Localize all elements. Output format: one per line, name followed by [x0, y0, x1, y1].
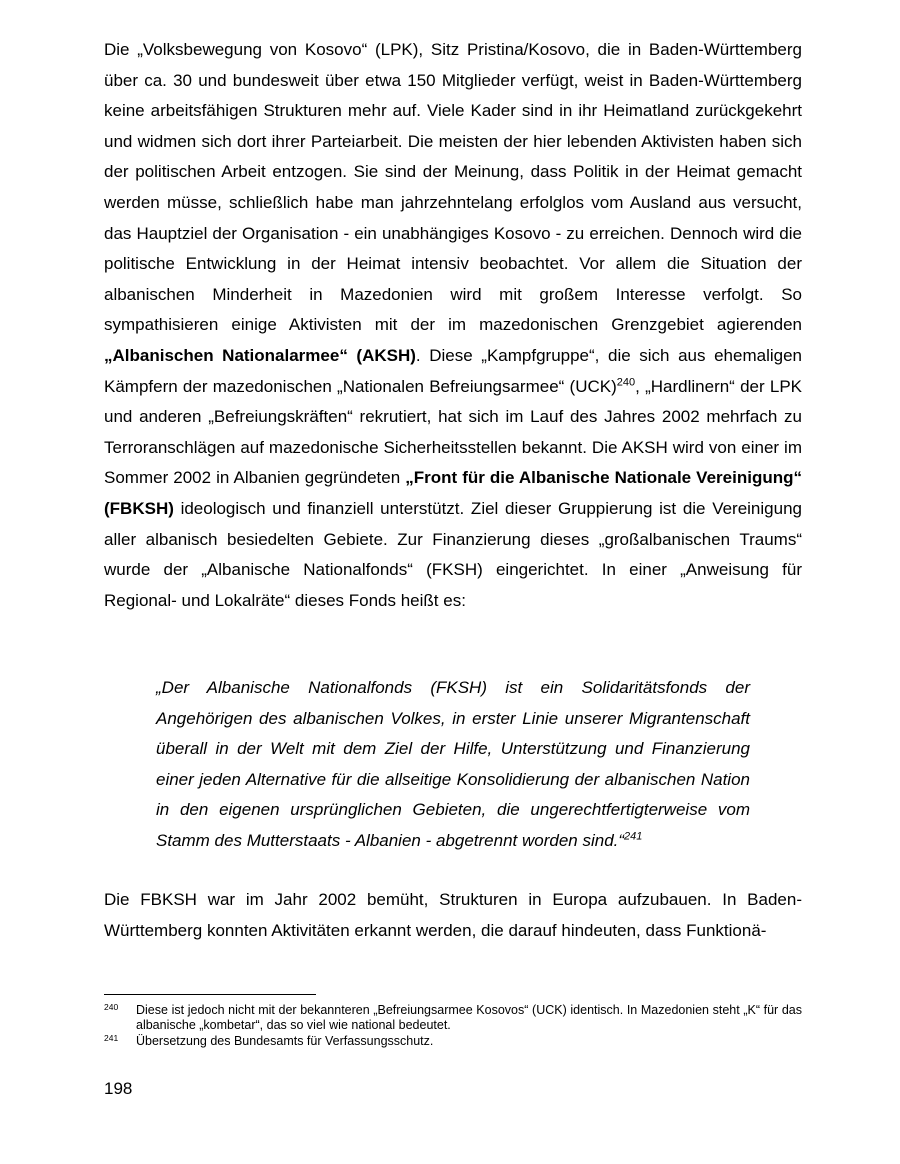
body-paragraph-2: Die FBKSH war im Jahr 2002 bemüht, Strukturen in Europa aufzubauen. In Baden-Württemberg konnten Aktivitäten erkannt werden, die darauf hindeuten, dass Funktionä-: [104, 890, 802, 940]
paragraph-text: . Diese „Kampfgruppe“, die sich aus ehemaligen Kämpfern der mazedonischen „Nationalen Befreiungsarmee“ (UCK): [104, 345, 802, 396]
footnote-ref-240[interactable]: 240: [616, 375, 636, 388]
footnote-241: [104, 1034, 802, 1049]
quote-text: „Der Albanische Nationalfonds (FKSH) ist ein Solidaritätsfonds der Angehörigen des albanischen Volkes, in erster Linie unserer Migrantenschaft überall in der Welt mit dem Ziel der Hilfe, Unterstützung und Finanzierung einer jeden Alternative für die allseitige Konsolidierung der albanischen Nation in den eigenen ursprünglichen Gebieten, die ungerechtfertigterweise vom Stamm des Mutterstaats - Albanien - abgetrennt worden sind.“: [156, 678, 750, 850]
footnote-text: Diese ist jedoch nicht mit der bekannteren „Befreiungsarmee Kosovos“ (UCK) identisch. In Mazedonien steht „K“ für das albanische „kombetar“, das so viel wie national bedeutet.: [136, 1003, 802, 1032]
body-paragraph-1: [104, 35, 802, 616]
paragraph-text: Die „Volksbewegung von Kosovo“ (LPK), Sitz Pristina/Kosovo, die in Baden-Württemberg über ca. 30 und bundesweit über etwa 150 Mitglieder verfügt, weist in Baden-Württemberg keine arbeitsfähigen Strukturen mehr auf. Viele Kader sind in ihr Heimatland zurückgekehrt und widmen sich dort ihrer Parteiarbeit. Die meisten der hier lebenden Aktivisten haben sich der politischen Arbeit entzogen. Sie sind der Meinung, dass Politik in der Heimat gemacht werden müsse, schließlich habe man jahrzehntelang erfolglos vom Ausland aus versucht, das Hauptziel der Organisation - ein unabhängiges Kosovo - zu erreichen. Dennoch wird die politische Entwicklung in der Heimat intensiv beobachtet. Vor allem die Situation der albanischen Minderheit in Mazedonien wird mit großem Interesse verfolgt. So sympathisieren einige Aktivisten mit der im mazedonischen Grenzgebiet agierenden: [104, 40, 802, 335]
bold-term-aksh: „Albanischen Nationalarmee“ (AKSH): [104, 345, 416, 365]
footnote-separator: [104, 994, 316, 995]
bold-term-fbksh: „Front für die Albanische Nationale Vereinigung“ (FBKSH): [104, 468, 802, 518]
paragraph-text: , „Hardlinern“ der LPK und anderen „Befreiungskräften“ rekrutiert, hat sich im Lauf des Jahres 2002 mehrfach zu Terroranschlägen auf mazedonische Sicherheitsstellen bekannt. Die AKSH wird von einer im Sommer 2002 in Albanien gegründeten: [104, 376, 803, 488]
block-quote: [156, 673, 750, 857]
paragraph-text: ideologisch und finanziell unterstützt. Ziel dieser Gruppierung ist die Vereinigung aller albanisch besiedelten Gebiete. Zur Finanzierung dieses „großalbanischen Traums“ wurde der „Albanische Nationalfonds“ (FKSH) eingerichtet. In einer „Anweisung für Regional- und Lokalräte“ dieses Fonds heißt es:: [104, 498, 802, 610]
footnote-number: 240: [104, 1002, 119, 1012]
footnote-ref-241[interactable]: 241: [624, 830, 643, 843]
page-number: 198: [104, 1079, 133, 1098]
footnote-number: 241: [104, 1033, 119, 1043]
footnote-240: [104, 1003, 802, 1033]
footnote-text: Übersetzung des Bundesamts für Verfassungsschutz.: [136, 1034, 434, 1048]
